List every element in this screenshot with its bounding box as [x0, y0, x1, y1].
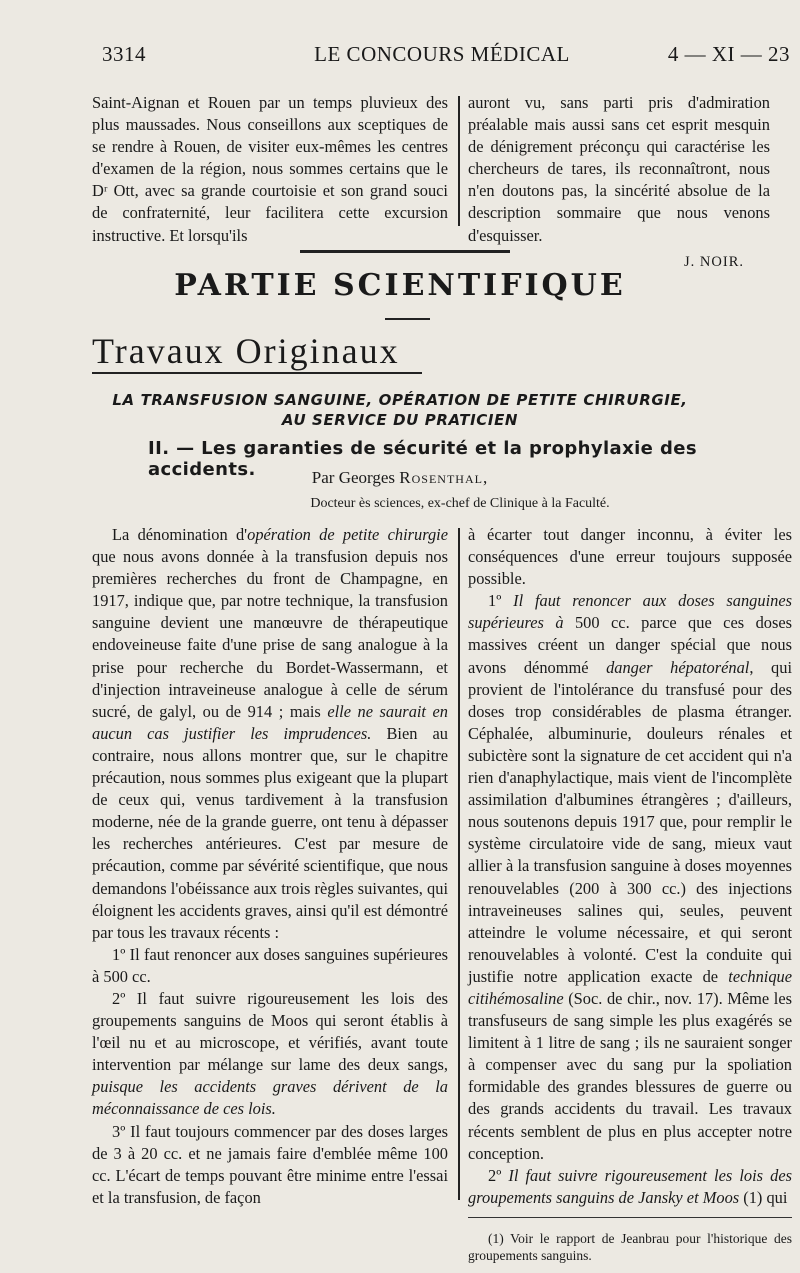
paragraph: 1º Il faut renoncer aux doses sanguines supérieures à 500 cc. parce que ces doses massives créent un danger spécial que nous avons dénommé danger hépatorénal, qui provient de l'intolérance du transfusé pour des doses trop considérables de plasma étranger. Céphalée, albuminurie, douleurs rénales et subictère sont la signature de cet accident qui n'a rien d'anaphylactique, mais vient de l'incomplète assimilation d'albumines étrangères ; d'ailleurs, nous soutenons depuis 1917 que, pour remplir le système circulatoire vide de sang, mieux vaut allier à la transfusion sanguine à doses moyennes renouvelables (200 à 300 cc.) des injections intraveineuses salines qui, seules, peuvent atteindre le volume nécessaire, et qui seront renouvelables à volonté. C'est la conduite qui justifie notre application exacte de technique citihémosaline (Soc. de chir., nov. 17). Même les transfuseurs de sang simple les plus exagérés se limitent à 1 litre de sang ; ils ne sauraient songer à compenser avec du sang pur la spoliation formidable des grandes blessures de guerre ou des grands accidents du travail. Les travaux récents semblent de plus en plus accepter notre conception.: [468, 591, 792, 1163]
column-divider-top: [458, 96, 460, 226]
paragraph: 2º Il faut suivre rigoureusement les lois des groupements sanguins de Jansky et Moos (1) qui: [468, 1165, 792, 1207]
subsection-underline: [92, 372, 422, 374]
running-header: [92, 40, 792, 70]
article-title-line1: LA TRANSFUSION SANGUINE, OPÉRATION DE PETITE CHIRURGIE,: [112, 391, 688, 409]
article-left-column: [92, 524, 448, 1209]
rule-1: 1º Il faut renoncer aux doses sanguines supérieures à 500 cc.: [92, 944, 448, 986]
section-rule-short: [385, 318, 430, 320]
top-left-text: Saint-Aignan et Rouen par un temps pluvieux des plus maussades. Nous conseillons aux sceptiques de se rendre à Rouen, de visiter eux-mêmes les centres d'examen de la région, nous sommes certains que le Dʳ Ott, avec sa grande courtoisie et son grand souci de confraternité, leur facilitera cette excursion instructive. Et lorsqu'ils: [92, 93, 448, 245]
byline-prefix: Par Georges: [311, 468, 396, 487]
page-number: 3314: [102, 42, 146, 66]
section-rule-top: [300, 250, 510, 253]
article-title: [0, 390, 800, 430]
top-left-column: [92, 92, 448, 247]
paragraph: à écarter tout danger inconnu, à éviter les conséquences d'une erreur toujours supposée possible.: [468, 525, 792, 589]
top-right-text: auront vu, sans parti pris d'admiration préalable mais aussi sans cet esprit mesquin de dénigrement préconçu qui caractérise les chercheurs de tares, ils reconnaîtront, nous n'en doutons pas, la sincérité absolue de la description sommaire que nous venons d'esquisser.: [468, 93, 770, 245]
issue-date: 4 — XI — 23: [667, 42, 790, 66]
journal-title: LE CONCOURS MÉDICAL: [314, 42, 570, 66]
article-title-line2: AU SERVICE DU PRATICIEN: [281, 411, 519, 429]
byline: [0, 468, 800, 488]
signature: J. NOIR.: [684, 253, 744, 270]
author-name: Rosenthal,: [399, 468, 489, 487]
footnote-rule: [468, 1217, 792, 1218]
section-title: PARTIE SCIENTIFIQUE: [174, 268, 626, 303]
rule-3: 3º Il faut toujours commencer par des doses larges de 3 à 20 cc. et ne jamais faire d'emblée même 100 cc. L'écart de temps pouvant être minime entre l'essai et la transfusion, de façon: [92, 1121, 448, 1207]
rule-2: 2º Il faut suivre rigoureusement les lois des groupements sanguins de Moos qui seront établis à l'œil nu et au microscope, et vérifiés, avant toute intervention par mélange sur lame des deux sangs, puisque les accidents graves dérivent de la méconnaissance de ces lois.: [92, 988, 448, 1119]
article-right-column: [468, 524, 792, 1264]
footnote: (1) Voir le rapport de Jeanbrau pour l'historique des groupements sanguins.: [468, 1230, 792, 1263]
article-subtitle: II. — Les garanties de sécurité et la prophylaxie des accidents.: [148, 438, 697, 480]
paragraph: La dénomination d'opération de petite chirurgie que nous avons donnée à la transfusion depuis nos premières recherches du front de Champagne, en 1917, indique que, par notre technique, la transfusion sanguine devient une manœuvre de thérapeutique endoveineuse faite d'une prise de sang analogue à la prise pour recherche du Bordet-Wassermann, et d'injection intraveineuse analogue à celle de sérum sucré, de galyl, ou de 914 ; mais elle ne saurait en aucun cas justifier les imprudences. Bien au contraire, nous allons montrer que, sur le chapitre précaution, nous sommes plus exigeant que la plupart de ceux qui, venus tardivement à la transfusion moderne, née de la grande guerre, ont tenu à dépasser les recherches antérieures. C'est par mesure de précaution, comme par sévérité scientifique, que nous demandons l'obéissance aux trois règles suivantes, qui éloignent les accidents graves, ainsi qu'il est démontré par tous les travaux récents :: [92, 525, 449, 942]
top-right-column: [468, 92, 770, 273]
column-divider-article: [458, 528, 460, 1200]
author-credentials: Docteur ès sciences, ex-chef de Clinique à la Faculté.: [310, 496, 610, 511]
subsection-title: Travaux Originaux: [92, 331, 400, 371]
